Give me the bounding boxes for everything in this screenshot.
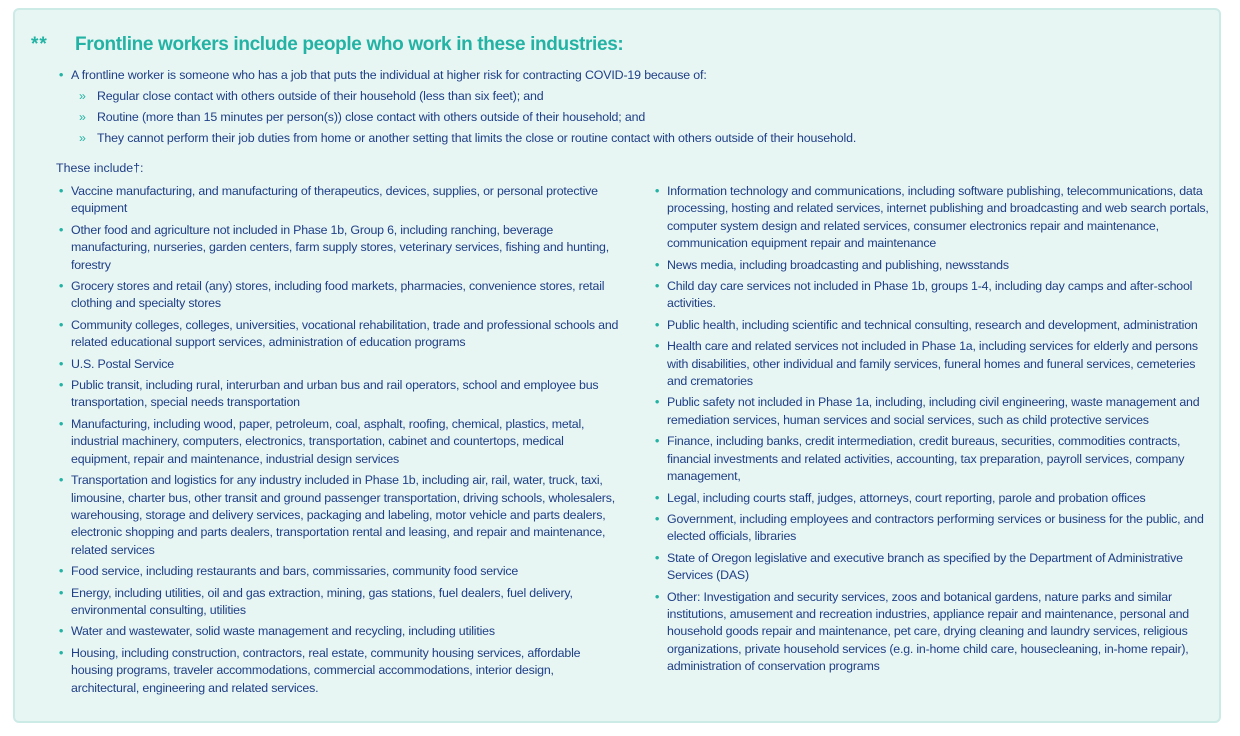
industry-list-left [59,183,619,701]
industry-item: • Vaccine manufacturing, and manufacturing of therapeutics, devices, supplies, or personal protective equipment [59,183,619,218]
industry-item: • Child day care services not included in Phase 1b, groups 1-4, including day camps and after-school activities. [655,278,1215,313]
industry-item: • Information technology and communications, including software publishing, telecommunications, data processing, hosting and related services, internet publishing and broadcasting and web search portals, computer system design and related services, consumer electronics repair and maintenance, communication equipment repair and maintenance [655,183,1215,253]
these-include-label: These include†: [56,161,144,175]
industry-item: • Legal, including courts staff, judges, attorneys, court reporting, parole and probation offices [655,490,1215,507]
industry-item: • Other: Investigation and security services, zoos and botanical gardens, nature parks and similar institutions, amusement and recreation industries, appliance repair and maintenance, personal and household goods repair and maintenance, pet care, drying cleaning and laundry services, religious organizations, private household services (e.g. in-home child care, housecleaning, in-home repair), administration of conservation programs [655,589,1215,676]
industry-item: • Public safety not included in Phase 1a, including, including civil engineering, waste management and remediation services, human services and social services, such as child protective services [655,394,1215,429]
industry-item: • Public transit, including rural, interurban and urban bus and rail operators, school and employee bus transportation, special needs transportation [59,377,619,412]
condition-item: » Regular close contact with others outside of their household (less than six feet); and [79,88,1209,105]
industry-item: • Water and wastewater, solid waste management and recycling, including utilities [59,623,619,640]
industry-item: • News media, including broadcasting and publishing, newsstands [655,257,1215,274]
condition-list [79,88,1209,147]
section-title: Frontline workers include people who work in these industries: [75,34,624,55]
industry-item: • Community colleges, colleges, universities, vocational rehabilitation, trade and professional schools and related educational support services, administration of education programs [59,317,619,352]
frontline-workers-panel [13,8,1221,723]
industry-item: • Public health, including scientific and technical consulting, research and development, administration [655,317,1215,334]
industry-item: • Government, including employees and contractors performing services or business for the public, and elected officials, libraries [655,511,1215,546]
definition-item [59,66,1209,147]
industry-item: • Manufacturing, including wood, paper, petroleum, coal, asphalt, roofing, chemical, plastics, metal, industrial machinery, computers, electronics, transportation, cabinet and countertops, medical equipment, repair and maintenance, industrial design services [59,416,619,468]
industry-item: • Finance, including banks, credit intermediation, credit bureaus, securities, commodities contracts, financial investments and related activities, accounting, tax preparation, payroll services, company management, [655,433,1215,485]
definition-text: A frontline worker is someone who has a job that puts the individual at higher risk for contracting COVID-19 because of: [71,68,707,82]
industry-item: • U.S. Postal Service [59,356,619,373]
condition-item: » Routine (more than 15 minutes per person(s)) close contact with others outside of their household; and [79,109,1209,126]
industry-item: • Grocery stores and retail (any) stores, including food markets, pharmacies, convenience stores, retail clothing and specialty stores [59,278,619,313]
industry-item: • Health care and related services not included in Phase 1a, including services for elderly and persons with disabilities, other individual and family services, funeral homes and funeral services, cemeteries and crematories [655,338,1215,390]
industry-item: • Energy, including utilities, oil and gas extraction, mining, gas stations, fuel dealers, fuel delivery, environmental consulting, utilities [59,585,619,620]
industry-item: • Transportation and logistics for any industry included in Phase 1b, including air, rail, water, truck, taxi, limousine, charter bus, other transit and ground passenger transportation, driving schools, wholesalers, warehousing, storage and delivery services, packaging and labeling, motor vehicle and parts dealers, electronic shopping and parts dealers, transportation rental and leasing, and repair and maintenance, related services [59,472,619,559]
industry-item: • State of Oregon legislative and executive branch as specified by the Department of Administrative Services (DAS) [655,550,1215,585]
industry-item: • Other food and agriculture not included in Phase 1b, Group 6, including ranching, beverage manufacturing, nurseries, garden centers, farm supply stores, veterinary services, fishing and hunting, forestry [59,222,619,274]
definition-list [59,66,1209,147]
industry-list-right [655,183,1215,680]
footnote-marker: ** [31,34,48,55]
industry-item: • Housing, including construction, contractors, real estate, community housing services, affordable housing programs, traveler accommodations, commercial accommodations, interior design, architectural, engineering and related services. [59,645,619,697]
condition-item: » They cannot perform their job duties from home or another setting that limits the close or routine contact with others outside of their household. [79,130,1209,147]
industry-item: • Food service, including restaurants and bars, commissaries, community food service [59,563,619,580]
heading-row [31,34,623,56]
